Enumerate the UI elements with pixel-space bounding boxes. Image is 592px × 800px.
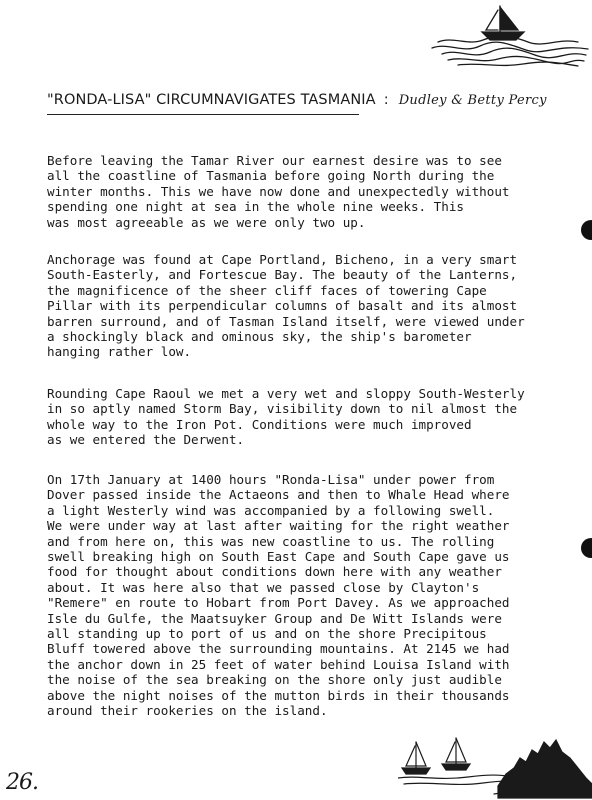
paragraph-3: Rounding Cape Raoul we met a very wet and sloppy South-Westerly in so aptly named Storm Bay, visibility down to nil almost the whole way to the Iron Pot. Conditions were much improved as we entered the Derwent. xyxy=(47,386,525,448)
article-title-line xyxy=(47,92,547,108)
title-separator: : xyxy=(383,92,389,108)
paragraph-1: Before leaving the Tamar River our earnest desire was to see all the coastline of Tasmania before going North during the winter months. This we have now done and unexpectedly without spending one night at sea in the whole nine weeks. This was most agreeable as we were only two up. xyxy=(47,153,510,230)
page-number: 26. xyxy=(6,770,38,795)
punch-hole-bottom xyxy=(581,538,592,558)
sailboat-sketch-header xyxy=(428,2,592,70)
punch-hole-top xyxy=(581,220,592,240)
paragraph-2: Anchorage was found at Cape Portland, Bicheno, in a very smart South-Easterly, and Fortescue Bay. The beauty of the Lanterns, the magnificence of the sheer cliff faces of towering Cape Pillar with its perpendicular columns of basalt and its almost barren surround, and of Tasman Island itself, were viewed under a shockingly black and ominous sky, the ship's barometer hanging rather low. xyxy=(47,252,525,360)
article-title: "RONDA-LISA" CIRCUMNAVIGATES TASMANIA xyxy=(47,92,376,108)
article-authors: Dudley & Betty Percy xyxy=(398,93,547,108)
title-underline xyxy=(47,114,359,115)
sailboats-island-sketch-footer xyxy=(398,728,592,800)
paragraph-4: On 17th January at 1400 hours "Ronda-Lisa" under power from Dover passed inside the Actaeons and then to Whale Head where a light Westerly wind was accompanied by a following swell. We were under way at last after waiting for the right weather and from here on, this was new coastline to us. The rolling swell breaking high on South East Cape and South Cape gave us food for thought about conditions down here with any weather about. It was here also that we passed close by Clayton's "Remere" en route to Hobart from Port Davey. As we approached Isle du Gulfe, the Maatsuyker Group and De Witt Islands were all standing up to port of us and on the shore Precipitous Bluff towered above the surrounding mountains. At 2145 we had the anchor down in 25 feet of water behind Louisa Island with the noise of the sea breaking on the shore only just audible above the night noises of the mutton birds in their thousands around their rookeries on the island. xyxy=(47,472,510,719)
